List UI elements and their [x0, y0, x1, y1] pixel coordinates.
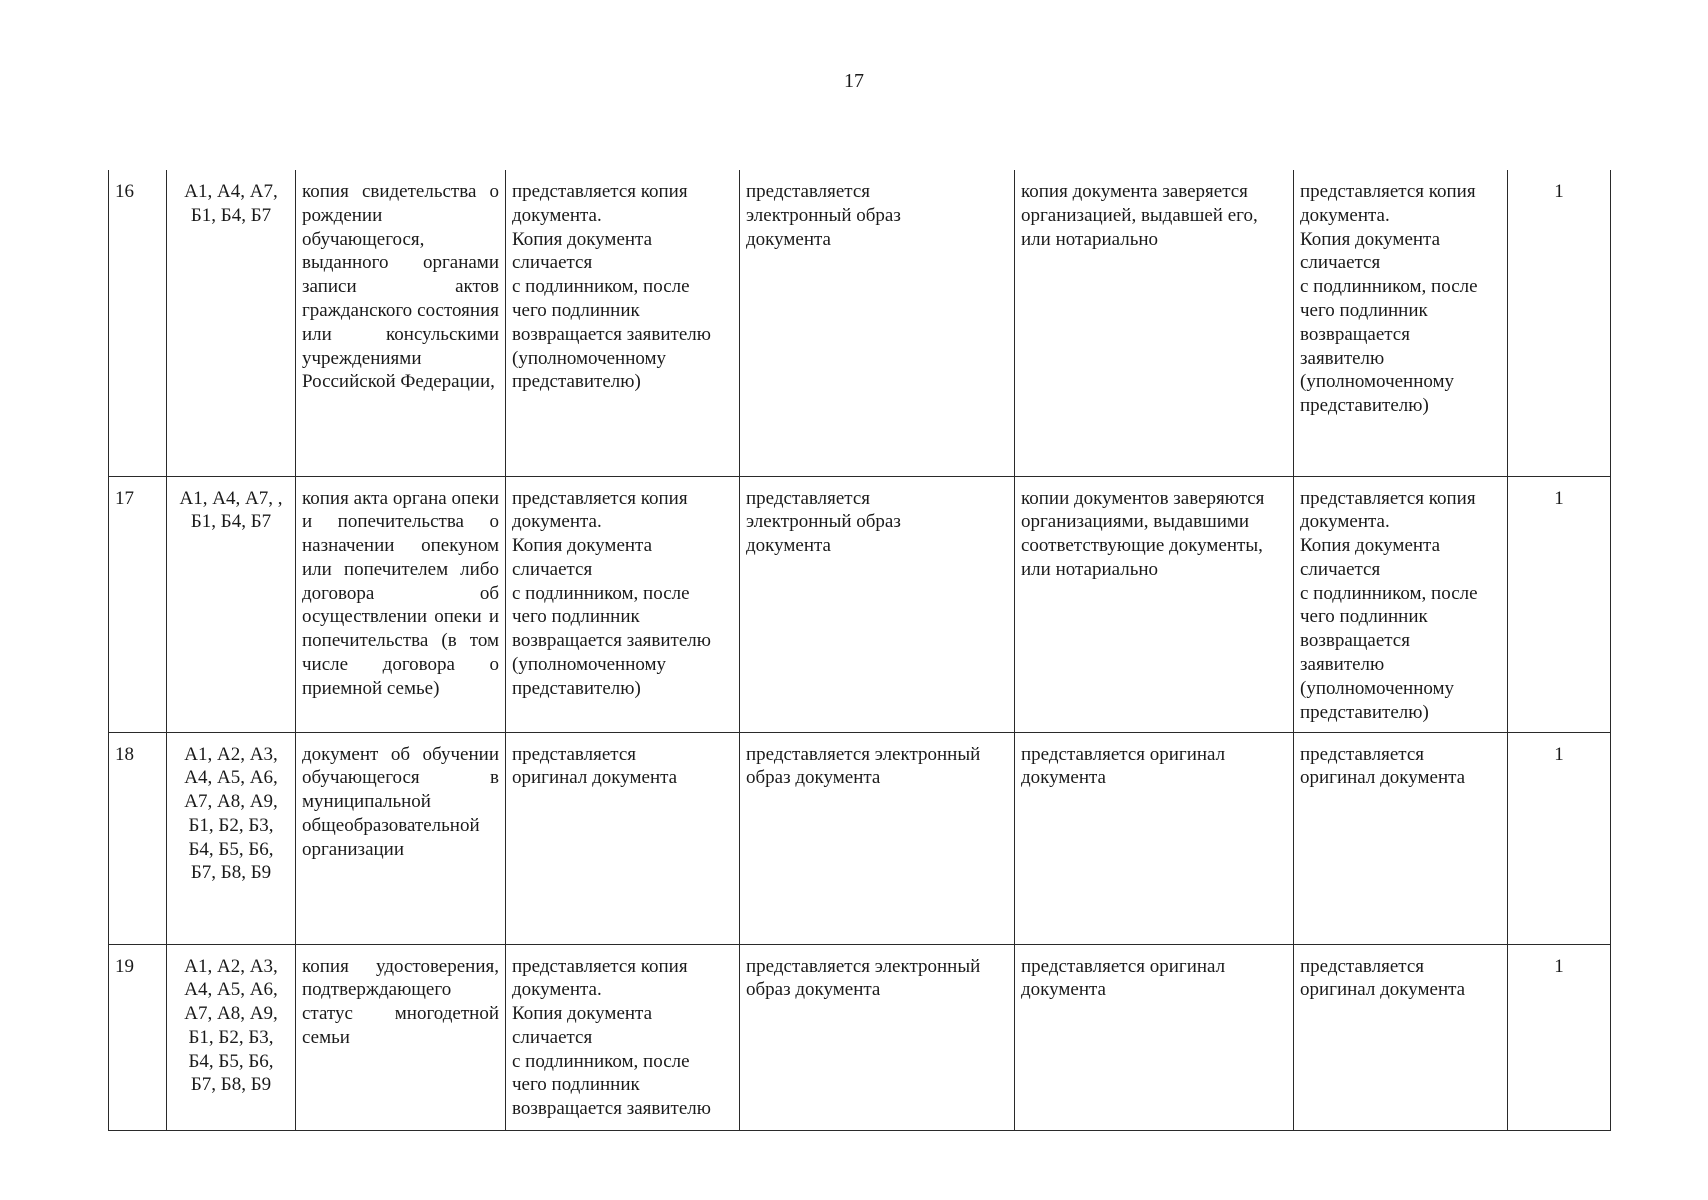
text-line: с подлинником, после — [1300, 582, 1478, 604]
applicant-code-line: Б4, Б5, Б6, — [188, 1050, 274, 1072]
text-line: представителю) — [1300, 395, 1429, 417]
text-line: или нотариально — [1021, 558, 1159, 580]
text-line: чего подлинник — [512, 1074, 640, 1096]
text-line: Копия документа — [1300, 535, 1441, 557]
text-line: чего подлинник — [512, 606, 640, 628]
text-line: копия документа заверяется — [1021, 181, 1248, 202]
document-name-cell: копия свидетельства о рождении обучающегося, выданного органами записи актов гражданского состояния или консульскими учреждениями Российской Федерации, — [296, 170, 506, 476]
electronic-submission-cell — [740, 170, 1015, 476]
text-line: сличается — [512, 1026, 593, 1048]
text-line: с подлинником, после — [512, 276, 690, 298]
text-line: электронный образ — [746, 511, 901, 533]
certification-requirement-cell — [1015, 476, 1294, 732]
text-line: представляется — [746, 181, 871, 202]
text-line: представляется копия — [1300, 487, 1476, 509]
text-line: оригинал документа — [512, 767, 678, 789]
text-line: Копия документа — [512, 228, 653, 250]
applicant-codes-cell — [167, 732, 296, 944]
text-line: документа — [746, 535, 831, 557]
text-line: сличается — [1300, 558, 1381, 580]
applicant-code-line: Б1, Б4, Б7 — [190, 204, 272, 226]
applicant-code-line: А7, А8, А9, — [184, 791, 278, 813]
table-row — [109, 732, 1611, 944]
text-line: возвращается заявителю — [512, 323, 711, 345]
applicant-code-line: А1, А4, А7, — [184, 181, 278, 202]
text-line: документа. — [1300, 511, 1390, 533]
text-line: представителю) — [512, 371, 641, 393]
text-line: сличается — [512, 252, 593, 274]
text-line: организациями, выдавшими — [1021, 511, 1250, 533]
text-line: Копия документа — [512, 1003, 653, 1025]
documents-table — [108, 170, 1611, 1131]
text-line: заявителю — [1300, 347, 1385, 369]
document-name-cell: копия акта органа опеки и попечительства о назначении опекуном или попечителем либо договора об осуществлении опеки и попечительства (в том числе договора о приемной семье) — [296, 476, 506, 732]
copies-count-cell: 1 — [1508, 476, 1611, 732]
applicant-codes-cell — [167, 944, 296, 1130]
text-line: с подлинником, после — [512, 582, 690, 604]
table-row — [109, 476, 1611, 732]
in-person-submission-cell — [506, 732, 740, 944]
applicant-code-line: Б7, Б8, Б9 — [190, 862, 272, 884]
text-line: документа — [1021, 767, 1106, 789]
in-person-submission-cell — [506, 170, 740, 476]
text-line: представляется оригинал — [1021, 955, 1226, 977]
text-line: представляется — [1300, 955, 1425, 977]
applicant-code-line: А4, А5, А6, — [184, 979, 278, 1001]
text-line: чего подлинник — [1300, 606, 1428, 628]
text-line: документа — [1021, 979, 1106, 1001]
text-line: оригинал документа — [1300, 979, 1466, 1001]
text-line: документа — [746, 228, 831, 250]
text-line: возвращается заявителю — [512, 630, 711, 652]
text-line: возвращается заявителю — [512, 1098, 711, 1120]
text-line: представляется копия — [512, 955, 688, 977]
text-line: документа. — [1300, 204, 1390, 226]
applicant-code-line: А1, А2, А3, — [184, 955, 278, 977]
text-line: документа. — [512, 979, 602, 1001]
applicant-code-line: А7, А8, А9, — [184, 1003, 278, 1025]
row-number-cell: 18 — [109, 732, 167, 944]
text-line: или нотариально — [1021, 228, 1159, 250]
text-line: чего подлинник — [512, 299, 640, 321]
text-line: (уполномоченному — [512, 347, 667, 369]
applicant-code-line: Б1, Б2, Б3, — [188, 814, 274, 836]
table-row — [109, 944, 1611, 1130]
text-line: представляется электронный — [746, 743, 981, 765]
text-line: представляется — [1300, 743, 1425, 765]
text-line: с подлинником, после — [1300, 276, 1478, 298]
text-line: представляется — [512, 743, 637, 765]
text-line: документа. — [512, 204, 602, 226]
copies-count-cell: 1 — [1508, 944, 1611, 1130]
text-line: электронный образ — [746, 204, 901, 226]
text-line: (уполномоченному — [1300, 371, 1455, 393]
document-name-cell: копия удостоверения, подтверждающего статус многодетной семьи — [296, 944, 506, 1130]
document-name-cell: документ об обучении обучающегося в муниципальной общеобразовательной организации — [296, 732, 506, 944]
text-line: представителю) — [1300, 701, 1429, 723]
text-line: Копия документа — [1300, 228, 1441, 250]
certification-requirement-cell — [1015, 170, 1294, 476]
row-number-cell: 16 — [109, 170, 167, 476]
copies-count-cell: 1 — [1508, 732, 1611, 944]
text-line: представляется электронный — [746, 955, 981, 977]
applicant-code-line: А4, А5, А6, — [184, 767, 278, 789]
certification-requirement-cell — [1015, 944, 1294, 1130]
applicant-codes-cell — [167, 170, 296, 476]
text-line: копии документов заверяются — [1021, 487, 1265, 509]
postal-submission-cell — [1294, 732, 1508, 944]
applicant-code-line: Б4, Б5, Б6, — [188, 838, 274, 860]
certification-requirement-cell — [1015, 732, 1294, 944]
text-line: возвращается — [1300, 323, 1410, 345]
text-line: представляется оригинал — [1021, 743, 1226, 765]
text-line: документа. — [512, 511, 602, 533]
text-line: Копия документа — [512, 535, 653, 557]
text-line: образ документа — [746, 979, 881, 1001]
text-line: представляется копия — [512, 181, 688, 202]
in-person-submission-cell — [506, 944, 740, 1130]
text-line: организацией, выдавшей его, — [1021, 204, 1258, 226]
applicant-code-line: А1, А4, А7, , — [179, 487, 283, 509]
text-line: представляется копия — [512, 487, 688, 509]
applicant-code-line: Б7, Б8, Б9 — [190, 1074, 272, 1096]
applicant-code-line: Б1, Б4, Б7 — [190, 511, 272, 533]
text-line: чего подлинник — [1300, 299, 1428, 321]
text-line: (уполномоченному — [1300, 677, 1455, 699]
applicant-codes-cell — [167, 476, 296, 732]
text-line: представляется — [746, 487, 871, 509]
row-number-cell: 19 — [109, 944, 167, 1130]
text-line: представляется копия — [1300, 181, 1476, 202]
electronic-submission-cell — [740, 476, 1015, 732]
copies-count-cell: 1 — [1508, 170, 1611, 476]
postal-submission-cell — [1294, 170, 1508, 476]
text-line: (уполномоченному — [512, 654, 667, 676]
electronic-submission-cell — [740, 944, 1015, 1130]
table-row — [109, 170, 1611, 476]
postal-submission-cell — [1294, 944, 1508, 1130]
applicant-code-line: Б1, Б2, Б3, — [188, 1026, 274, 1048]
text-line: с подлинником, после — [512, 1050, 690, 1072]
text-line: образ документа — [746, 767, 881, 789]
postal-submission-cell — [1294, 476, 1508, 732]
text-line: сличается — [1300, 252, 1381, 274]
electronic-submission-cell — [740, 732, 1015, 944]
text-line: оригинал документа — [1300, 767, 1466, 789]
in-person-submission-cell — [506, 476, 740, 732]
text-line: соответствующие документы, — [1021, 535, 1263, 557]
text-line: заявителю — [1300, 654, 1385, 676]
applicant-code-line: А1, А2, А3, — [184, 743, 278, 765]
text-line: возвращается — [1300, 630, 1410, 652]
page-number: 17 — [844, 70, 864, 92]
row-number-cell: 17 — [109, 476, 167, 732]
text-line: представителю) — [512, 677, 641, 699]
text-line: сличается — [512, 558, 593, 580]
